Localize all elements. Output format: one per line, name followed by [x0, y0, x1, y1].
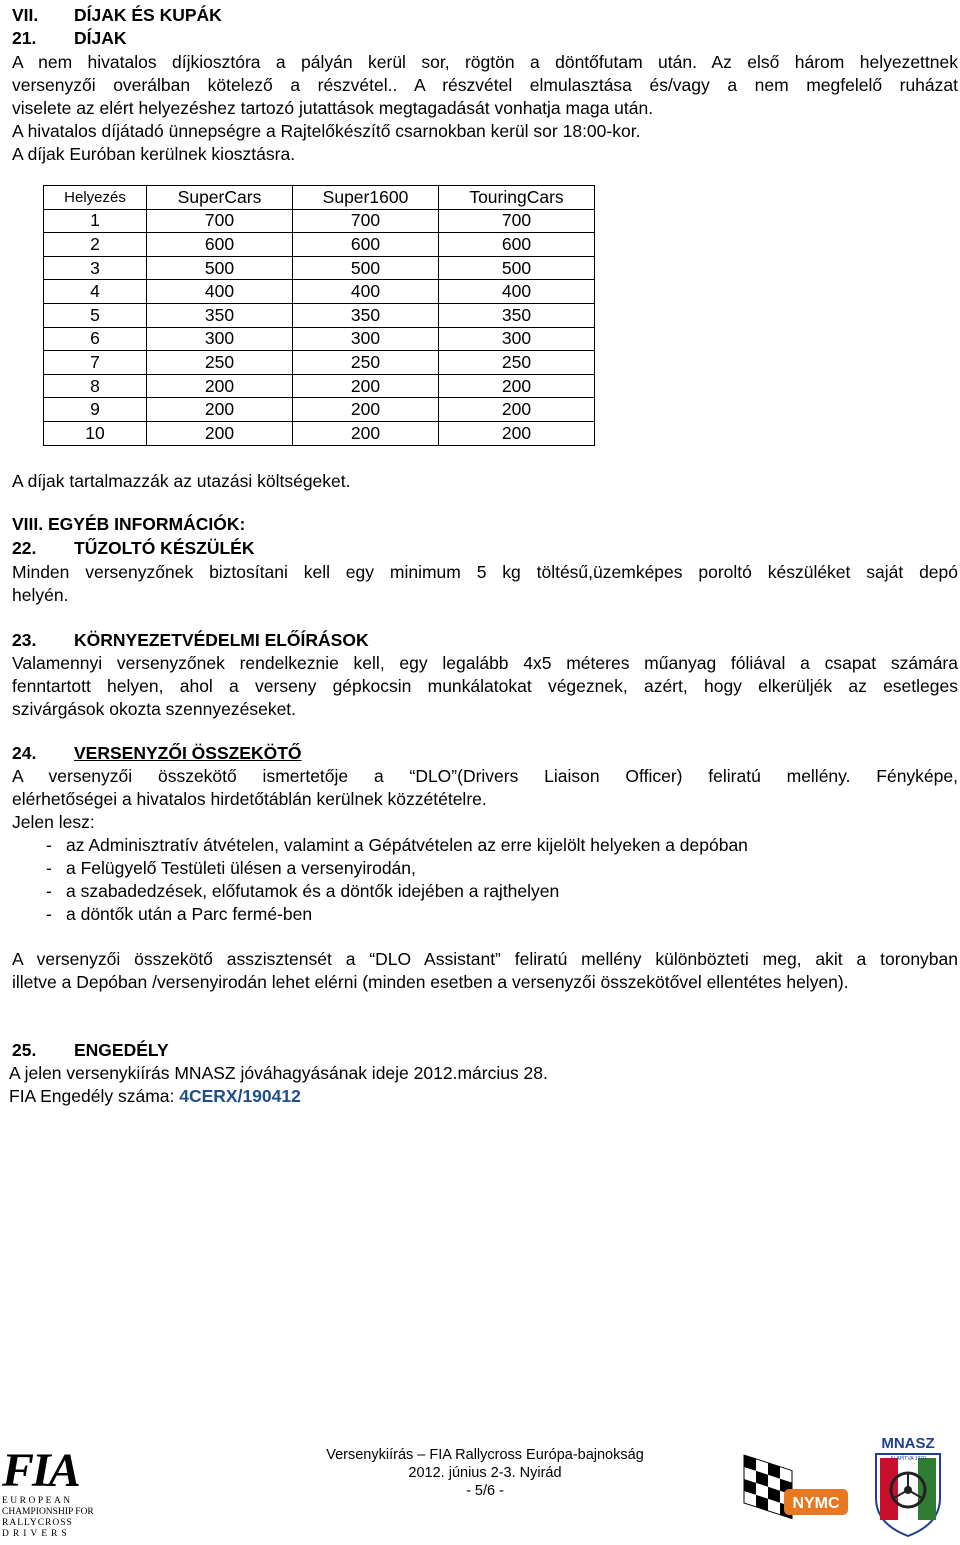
paragraph-line: A hivatalos díjátadó ünnepségre a Rajtelőkészítő csarnokban kerül sor 18:00-kor.	[12, 121, 641, 141]
table-cell: 350	[147, 303, 293, 327]
checkered-flag-icon	[740, 1445, 855, 1535]
permit-line	[9, 1085, 301, 1108]
mnasz-logo-text: MNASZ	[881, 1435, 935, 1452]
list-item-text: az Adminisztratív átvételen, valamint a Gépátvételen az erre kijelölt helyeken a depóban	[66, 835, 748, 855]
table-row	[44, 421, 595, 445]
table-cell: 300	[439, 327, 595, 351]
section-title: DÍJAK	[74, 28, 127, 48]
table-cell: 400	[293, 280, 439, 304]
table-cell: 350	[439, 303, 595, 327]
table-cell: 250	[439, 351, 595, 375]
paragraph-line: versenyzői overálban kötelező a részvétel.. A részvétel elmulasztása és/vagy a nem megfelelő ruházat	[12, 75, 958, 95]
column-header: SuperCars	[147, 186, 293, 210]
table-cell: 350	[293, 303, 439, 327]
table-cell: 300	[293, 327, 439, 351]
mnasz-emblem-icon	[870, 1432, 946, 1540]
prize-table	[43, 185, 595, 446]
paragraph-line: A nem hivatalos díjkiosztóra a pályán kerül sor, rögtön a döntőfutam után. Az első három helyezettnek	[12, 52, 958, 72]
table-cell: 4	[44, 280, 147, 304]
section-title: DÍJAK ÉS KUPÁK	[74, 5, 222, 25]
table-note: A díjak tartalmazzák az utazási költségeket.	[12, 471, 351, 491]
section-title: KÖRNYEZETVÉDELMI ELŐÍRÁSOK	[74, 630, 369, 650]
section-7-heading	[12, 4, 222, 27]
table-cell: 200	[147, 374, 293, 398]
paragraph-line: A jelen versenykiírás MNASZ jóváhagyásának ideje 2012.március 28.	[9, 1063, 548, 1083]
table-cell: 200	[293, 374, 439, 398]
table-cell: 500	[293, 256, 439, 280]
table-cell: 3	[44, 256, 147, 280]
section-21-heading	[12, 27, 127, 50]
table-row	[44, 233, 595, 257]
table-cell: 1	[44, 209, 147, 233]
table-cell: 2	[44, 233, 147, 257]
table-cell: 400	[439, 280, 595, 304]
table-cell: 300	[147, 327, 293, 351]
paragraph-line: A díjak Euróban kerülnek kiosztásra.	[12, 144, 296, 164]
table-cell: 5	[44, 303, 147, 327]
fia-logo-text: CHAMPIONSHIP FOR	[2, 1507, 94, 1517]
table-row	[44, 256, 595, 280]
permit-label: FIA Engedély száma:	[9, 1086, 180, 1106]
table-row	[44, 327, 595, 351]
table-cell: 250	[293, 351, 439, 375]
footer-title: Versenykiírás – FIA Rallycross Európa-bajnokság	[326, 1447, 644, 1463]
section-number: VII.	[12, 5, 39, 25]
paragraph-line: helyén.	[12, 585, 69, 605]
table-cell: 10	[44, 421, 147, 445]
paragraph-line: szivárgások okozta szennyezéseket.	[12, 699, 297, 719]
section-number: 25.	[12, 1040, 37, 1060]
table-cell: 200	[147, 398, 293, 422]
table-cell: 7	[44, 351, 147, 375]
fia-logo-text: RALLYCROSS	[2, 1518, 73, 1528]
table-cell: 500	[147, 256, 293, 280]
section-22-heading	[12, 537, 255, 560]
footer-date: 2012. június 2-3. Nyirád	[408, 1465, 562, 1481]
table-cell: 600	[439, 233, 595, 257]
section-number: 24.	[12, 743, 37, 763]
paragraph-line: Jelen lesz:	[12, 812, 95, 832]
table-cell: 200	[439, 421, 595, 445]
table-cell: 200	[147, 421, 293, 445]
fia-logo	[2, 1446, 94, 1542]
paragraph-line: A versenyzői összekötő asszisztensét a “DLO Assistant” feliratú mellény különbözteti meg, akit a toronyban	[12, 949, 958, 969]
paragraph-line: illetve a Depóban /versenyirodán lehet elérni (minden esetben a versenyzői összekötővel ellentétes helyen).	[12, 972, 849, 992]
list-item-text: a szabadedzések, előfutamok és a döntők idejében a rajthelyen	[66, 881, 560, 901]
paragraph-line: viselete az elért helyezéshez tartozó jutattások megtagadását vonhatja maga után.	[12, 98, 654, 118]
table-cell: 250	[147, 351, 293, 375]
table-cell: 500	[439, 256, 595, 280]
section-title: VERSENYZŐI ÖSSZEKÖTŐ	[74, 743, 302, 763]
nymc-logo	[740, 1445, 855, 1535]
table-cell: 200	[439, 374, 595, 398]
section-23-heading	[12, 629, 369, 652]
table-row	[44, 374, 595, 398]
mnasz-logo-subtext: ALAPÍTVA 1970	[890, 1456, 926, 1462]
table-cell: 200	[439, 398, 595, 422]
table-cell: 200	[293, 421, 439, 445]
section-number: 23.	[12, 630, 37, 650]
list-item: - a döntők után a Parc fermé-ben	[46, 904, 313, 924]
table-cell: 700	[293, 209, 439, 233]
section-number: 21.	[12, 28, 37, 48]
section-title: ENGEDÉLY	[74, 1040, 169, 1060]
table-cell: 9	[44, 398, 147, 422]
table-row	[44, 280, 595, 304]
section-number: 22.	[12, 538, 37, 558]
table-cell: 600	[147, 233, 293, 257]
fia-logo-text: EUROPEAN	[2, 1496, 73, 1506]
section-25-heading	[12, 1039, 169, 1062]
nymc-logo-text: NYMC	[792, 1495, 840, 1512]
column-header: Super1600	[293, 186, 439, 210]
list-item-text: a döntők után a Parc fermé-ben	[66, 904, 313, 924]
column-header: TouringCars	[439, 186, 595, 210]
column-header: Helyezés	[44, 186, 147, 210]
table-cell: 8	[44, 374, 147, 398]
paragraph-line: elérhetőségei a hivatalos hirdetőtáblán kerülnek közzétételre.	[12, 789, 487, 809]
list-item: - a Felügyelő Testületi ülésen a versenyirodán,	[46, 858, 416, 878]
table-cell: 200	[293, 398, 439, 422]
table-row	[44, 209, 595, 233]
section-title: TŰZOLTÓ KÉSZÜLÉK	[74, 538, 255, 558]
table-row	[44, 351, 595, 375]
table-cell: 600	[293, 233, 439, 257]
table-cell: 700	[439, 209, 595, 233]
section-8-heading: VIII. EGYÉB INFORMÁCIÓK:	[12, 514, 246, 534]
table-cell: 6	[44, 327, 147, 351]
fia-logo-text: DRIVERS	[2, 1529, 71, 1539]
paragraph-line: A versenyzői összekötő ismertetője a “DLO”(Drivers Liaison Officer) feliratú mellény. Fényképe,	[12, 766, 958, 786]
list-item: - az Adminisztratív átvételen, valamint a Gépátvételen az erre kijelölt helyeken a depóban	[46, 835, 748, 855]
table-row	[44, 398, 595, 422]
section-24-heading	[12, 742, 302, 765]
mnasz-logo	[870, 1432, 946, 1540]
paragraph-line: Valamennyi versenyzőnek rendelkeznie kell, egy legalább 4x5 méteres műanyag fóliával a csapat számára	[12, 653, 958, 673]
paragraph-line: Minden versenyzőnek biztosítani kell egy minimum 5 kg töltésű,üzemképes poroltó készüléket saját depó	[12, 562, 958, 582]
page-number: - 5/6 -	[466, 1483, 504, 1499]
table-cell: 400	[147, 280, 293, 304]
list-item: - a szabadedzések, előfutamok és a döntők idejében a rajthelyen	[46, 881, 560, 901]
table-header-row	[44, 186, 595, 210]
paragraph-line: fenntartott helyen, ahol a verseny gépkocsin munkálatokat végeznek, azért, hogy elkerüljék az esetleges	[12, 676, 958, 696]
table-cell: 700	[147, 209, 293, 233]
permit-code: 4CERX/190412	[179, 1086, 301, 1106]
fia-logo-mark: FIA	[2, 1444, 79, 1497]
table-row	[44, 303, 595, 327]
list-item-text: a Felügyelő Testületi ülésen a versenyirodán,	[66, 858, 416, 878]
